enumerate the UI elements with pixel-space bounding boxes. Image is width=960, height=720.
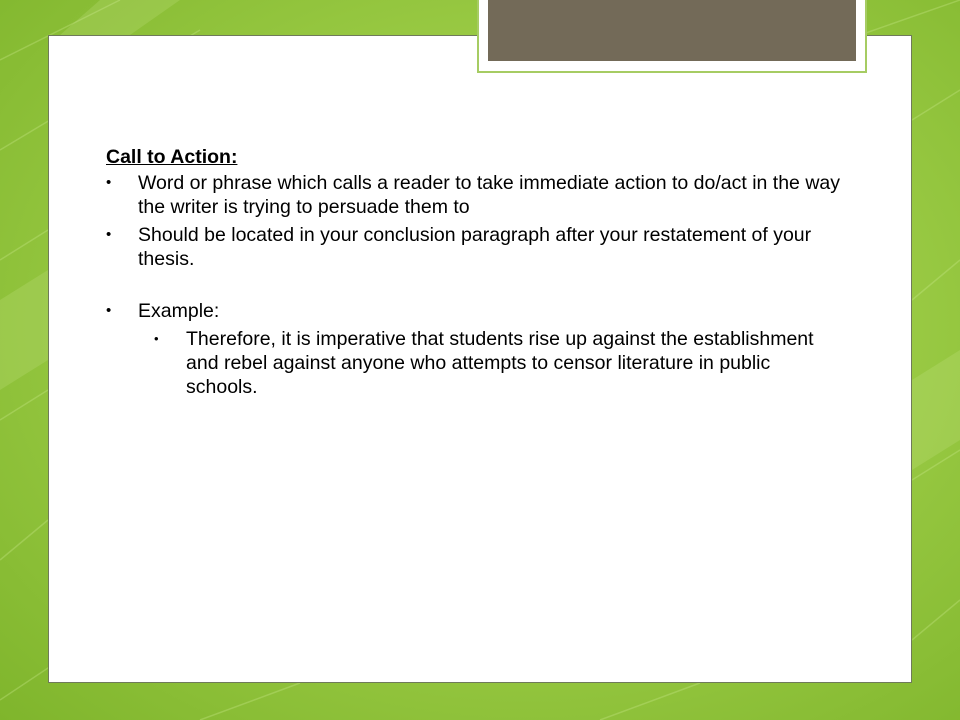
- sub-bullet-icon: •: [154, 331, 159, 346]
- sub-bullet-list: [106, 327, 846, 399]
- title-tab-decoration: [477, 0, 867, 73]
- bullet-text: Example:: [138, 300, 220, 322]
- bullet-icon: •: [106, 226, 112, 243]
- bullet-icon: •: [106, 302, 112, 319]
- bullet-item: [106, 171, 846, 219]
- bullet-item: [106, 299, 846, 323]
- slide-content: [106, 145, 846, 399]
- sub-bullet-text: Therefore, it is imperative that students rise up against the establishment and rebel against anyone who attempts to censor literature in public schools.: [186, 328, 814, 398]
- title-tab-fill: [488, 0, 856, 61]
- paragraph-spacer: [106, 275, 846, 299]
- bullet-text: Word or phrase which calls a reader to take immediate action to do/act in the way the writer is trying to persuade them to: [138, 172, 840, 218]
- slide-heading: Call to Action:: [106, 146, 238, 168]
- bullet-text: Should be located in your conclusion paragraph after your restatement of your thesis.: [138, 224, 812, 270]
- bullet-list: [106, 171, 846, 271]
- example-bullet-list: [106, 299, 846, 323]
- bullet-icon: •: [106, 174, 112, 191]
- sub-bullet-item: [138, 327, 846, 399]
- bullet-item: [106, 223, 846, 271]
